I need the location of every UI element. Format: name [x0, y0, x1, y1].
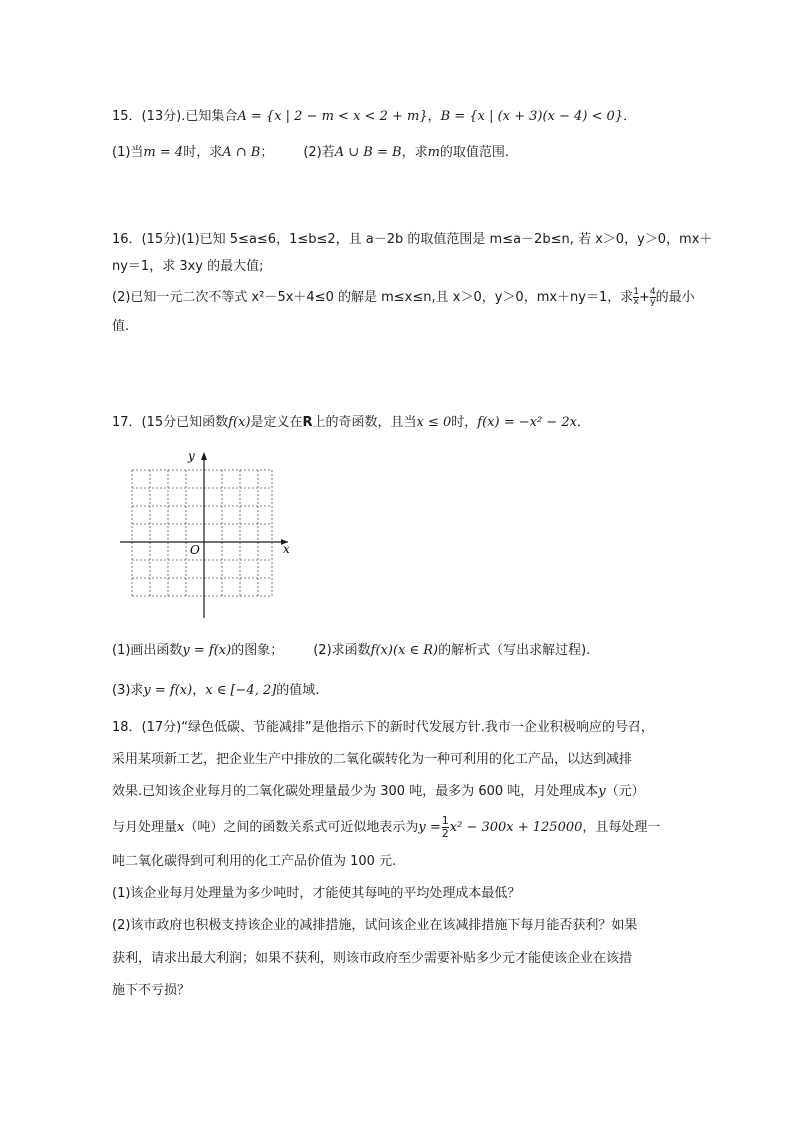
q17-part3-domain: x ∈ [−4, 2]	[205, 683, 277, 698]
q15-end: ．	[623, 109, 637, 124]
q15-part1-cond: m = 4	[143, 145, 184, 160]
q18-line4-var: x	[177, 820, 185, 835]
q18-line4-mid: （吨）之间的函数关系式可近似地表示为	[184, 820, 419, 835]
axis-label-y: y	[188, 450, 195, 463]
q17-part2-prefix: (2)求函数	[313, 643, 371, 658]
q15-part1-expr: A ∩ B	[222, 145, 261, 160]
q17-part2-end: 的解析式（写出求解过程).	[438, 643, 591, 658]
q17-set-r: R	[302, 415, 313, 430]
q15-part1-mid: 时，求	[183, 145, 223, 160]
q16-line3-suffix: 的最小	[655, 290, 695, 305]
q15-part2-mid: ，求	[401, 145, 428, 160]
q15-stem	[112, 108, 636, 126]
q16-frac2-num: 4	[649, 287, 656, 297]
q18-frac-num: 1	[441, 814, 449, 827]
q18-formula-frac	[442, 815, 449, 840]
q18-line8: 获利，请求出最大利润；如果不获利，则该市政府至少需要补贴多少元才能使该企业在该措	[112, 951, 633, 966]
q17-end: ．	[576, 415, 590, 430]
q17-part3-expr: y = f(x)	[143, 683, 193, 698]
q18-line5: 吨二氧化碳得到可利用的化工产品价值为 100 元.	[112, 854, 397, 869]
q17-parts	[112, 642, 590, 660]
q16-line4: 值.	[112, 319, 130, 334]
q16-line3	[112, 288, 695, 307]
q18-formula-lhs: y =	[418, 820, 441, 835]
q18-line2: 采用某项新工艺，把企业生产中排放的二氧化碳转化为一种可利用的化工产品，以达到减排	[112, 752, 633, 767]
q17-part1-end: 的图象；	[231, 643, 284, 658]
q18-frac-den: 2	[441, 827, 449, 840]
q18-line3	[112, 783, 645, 801]
axis-label-x: x	[283, 542, 290, 556]
q16-frac1-num: 1	[633, 287, 639, 297]
coordinate-grid	[118, 450, 298, 620]
q17-part3-mid: ，	[192, 683, 206, 698]
q17-prefix: 17．(15分已知函数	[112, 415, 229, 430]
axes	[120, 454, 288, 618]
q17-stem	[112, 414, 590, 432]
q18-line3-var: y	[598, 784, 606, 799]
q18-line6: (1)该企业每月处理量为多少吨时，才能使其每吨的平均处理成本最低？	[112, 886, 521, 901]
q18-formula-rhs: x² − 300x + 125000	[449, 820, 583, 835]
q16-frac1-den: x	[633, 297, 639, 307]
q17-part1-expr: y = f(x)	[182, 643, 232, 658]
q18-line4-prefix: 与月处理量	[112, 820, 178, 835]
q15-part2-prefix: (2)若	[303, 145, 335, 160]
q17-mid2: 上的奇函数，且当	[312, 415, 417, 430]
q17-part1-prefix: (1)画出函数	[112, 643, 183, 658]
q17-part3-prefix: (3)求	[112, 683, 144, 698]
q16-plus: +	[639, 290, 650, 305]
q15-part2-cond: A ∪ B = B	[334, 145, 402, 160]
q17-mid3: 时，	[451, 415, 478, 430]
q17-part3	[112, 682, 319, 700]
q18-line3-text: 效果.已知该企业每月的二氧化碳处理量最少为 300 吨，最多为 600 吨，月处理成本	[112, 784, 599, 799]
q16-frac2-den: y	[650, 297, 656, 307]
q18-line3-end: （元）	[605, 784, 645, 799]
q15-parts	[112, 144, 509, 162]
q17-mid: 是定义在	[250, 415, 303, 430]
origin-label: O	[190, 543, 200, 557]
y-axis-arrow-icon	[201, 452, 207, 460]
q16-line1: 16．(15分)(1)已知 5≤a≤6，1≤b≤2，且 a－2b 的取值范围是 m≤a－2b≤n, 若 x＞0，y＞0，mx＋	[112, 232, 713, 247]
q18-line4	[112, 815, 660, 840]
q18-line1: 18．(17分)“绿色低碳、节能减排”是他指示下的新时代发展方针.我市一企业积极响应的号召，	[112, 720, 654, 735]
q15-prefix: 15．(13分).已知集合	[112, 109, 238, 124]
q17-fx: f(x)	[228, 415, 251, 430]
q15-sep: ，	[427, 109, 441, 124]
q15-set-b: B = {x | (x + 3)(x − 4) < 0}	[440, 109, 624, 124]
q16-line3-prefix: (2)已知一元二次不等式 x²－5x＋4≤0 的解是 m≤x≤n,且 x＞0，y＞0，mx＋ny＝1，求	[112, 290, 634, 305]
q17-formula: f(x) = −x² − 2x	[477, 415, 577, 430]
q15-part1-end: ；	[260, 145, 274, 160]
q15-part1-prefix: (1)当	[112, 145, 144, 160]
q18-line4-end: ，且每处理一	[582, 820, 661, 835]
q17-part2-expr: f(x)(x ∈ R)	[370, 643, 439, 658]
q18-line9: 施下不亏损？	[112, 983, 191, 998]
q15-part2-var: m	[427, 145, 440, 160]
q15-set-a: A = {x | 2 − m < x < 2 + m}	[237, 109, 428, 124]
grid-lines	[132, 470, 272, 596]
q17-cond: x ≤ 0	[416, 415, 452, 430]
q16-line2: ny＝1，求 3xy 的最大值;	[112, 259, 264, 274]
q17-part3-end: 的值域.	[276, 683, 320, 698]
q18-line7: (2)该市政府也积极支持该企业的减排措施，试问该企业在该减排措施下每月能否获利？如果	[112, 918, 638, 933]
q15-part2-end: 的取值范围.	[439, 145, 510, 160]
